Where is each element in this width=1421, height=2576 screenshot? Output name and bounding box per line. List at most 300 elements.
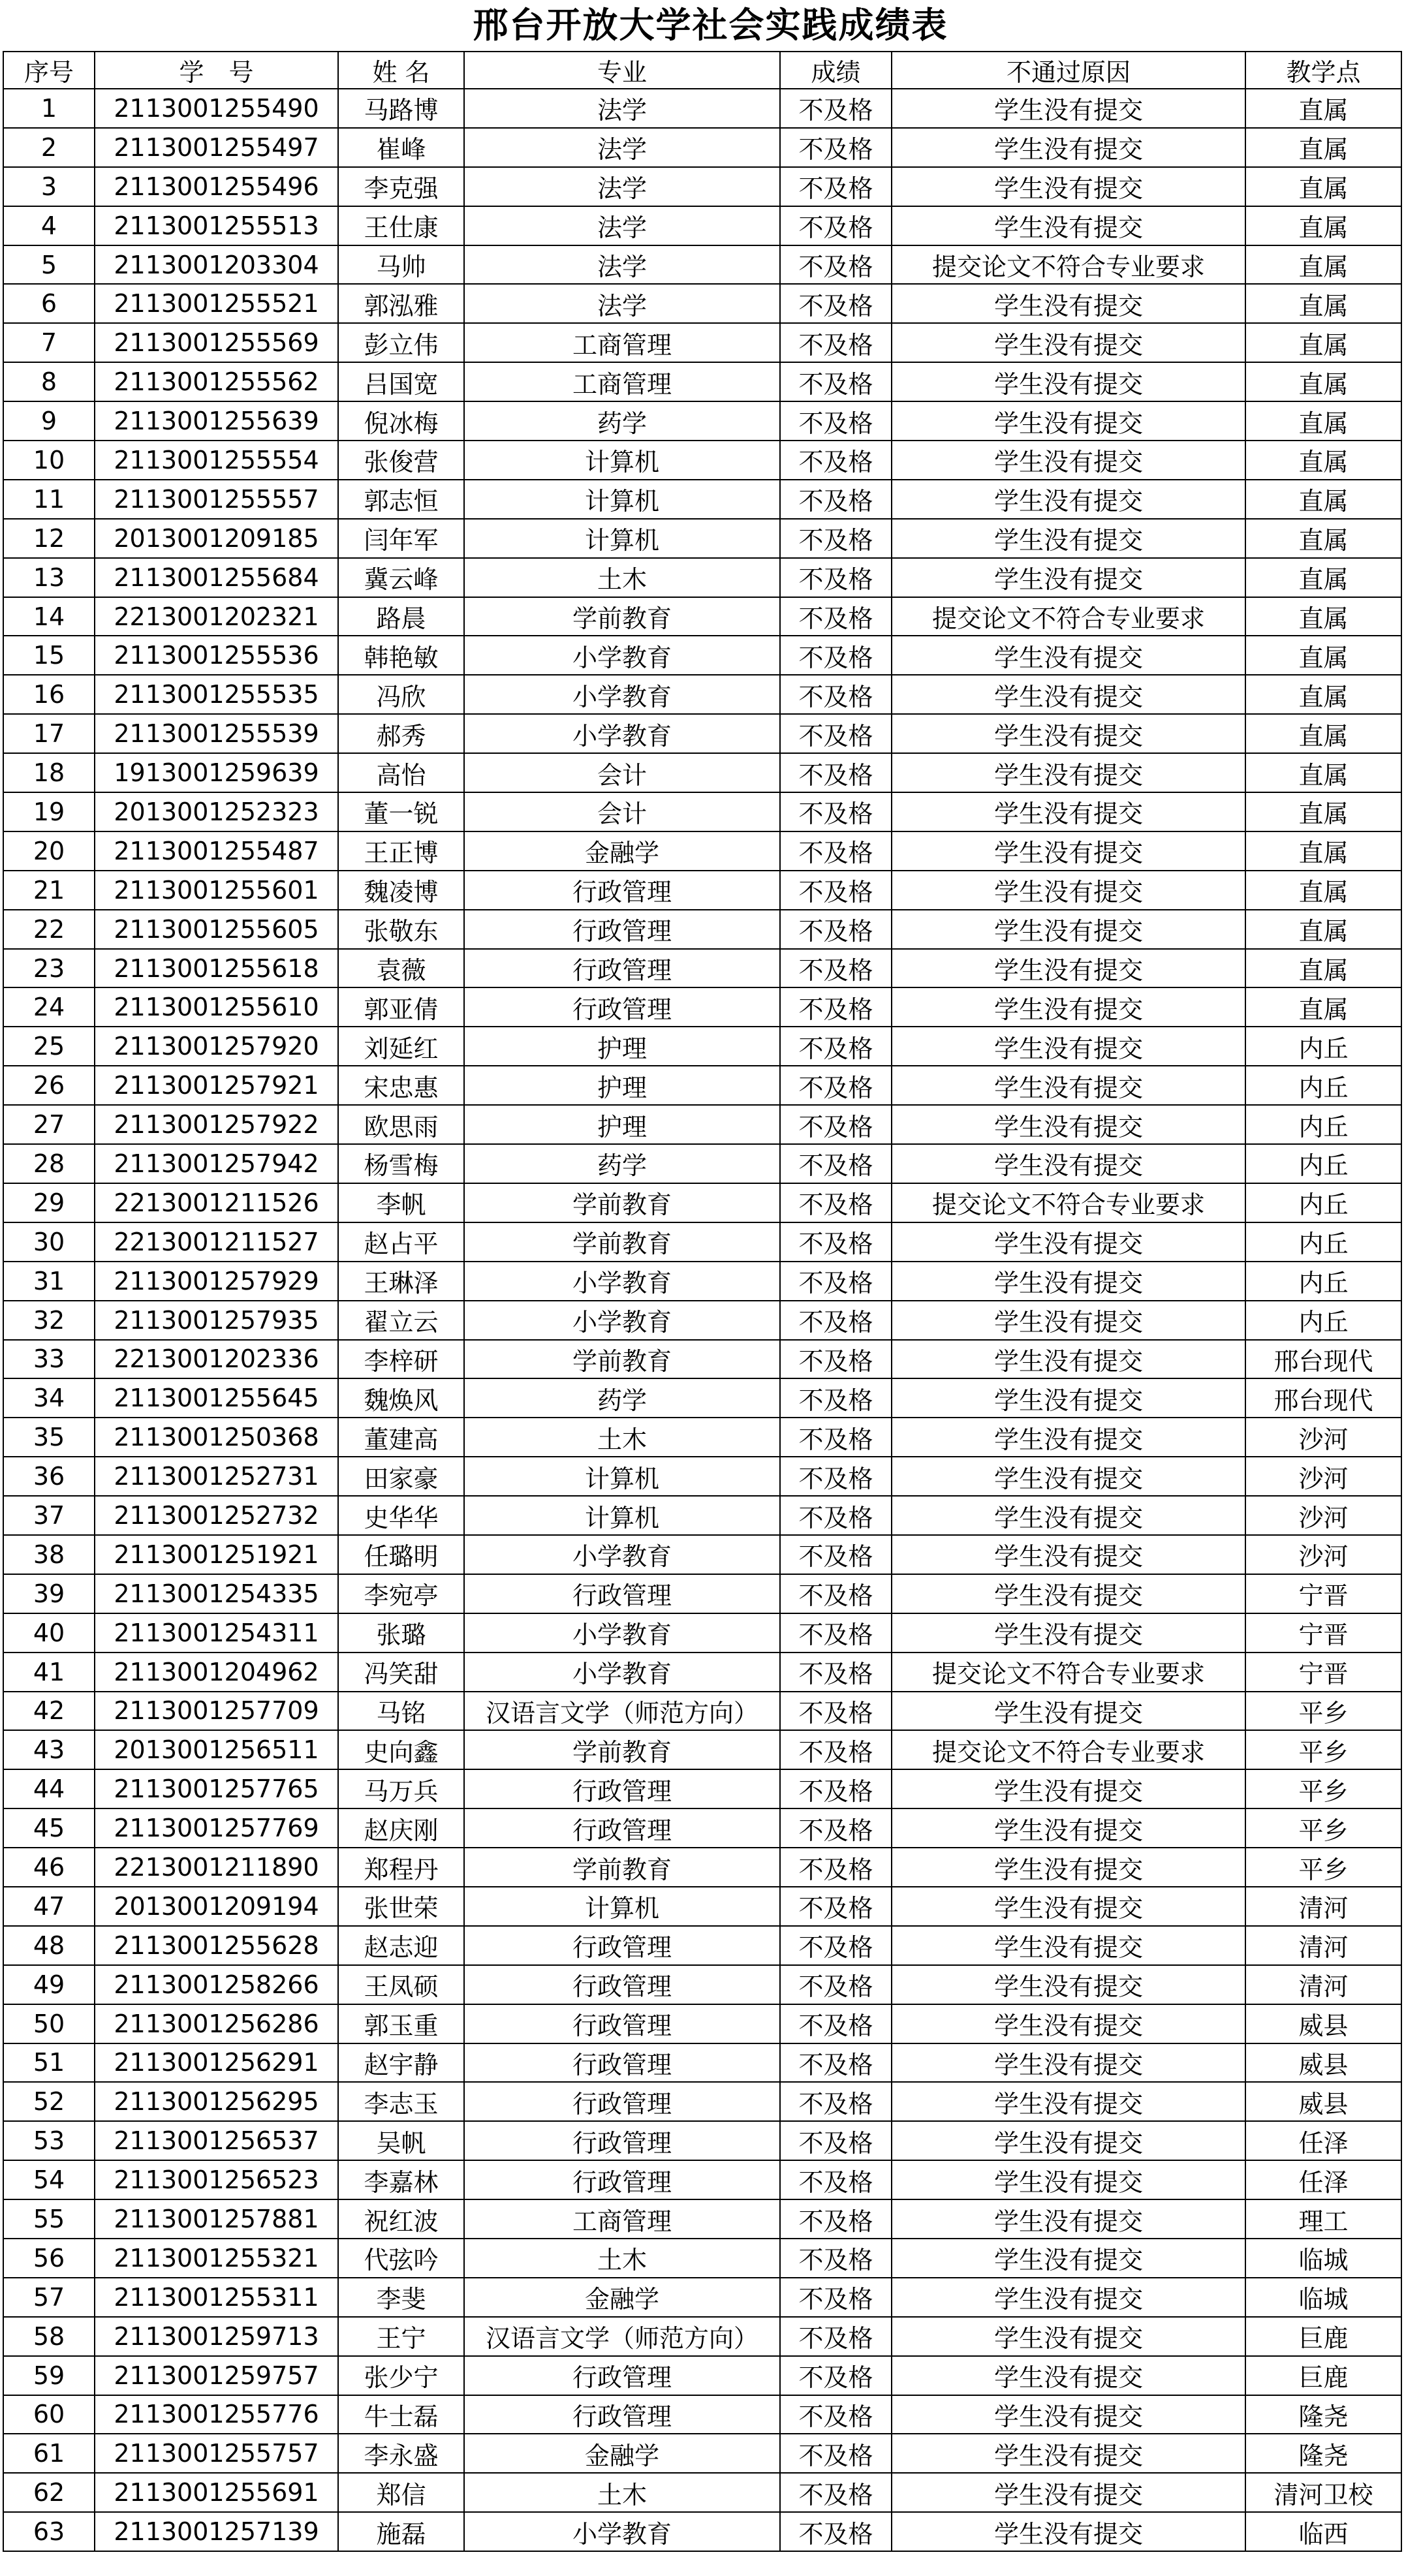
- cell-grade: 不及格: [780, 1653, 892, 1692]
- cell-fail-reason: 学生没有提交: [892, 949, 1245, 988]
- cell-fail-reason: 提交论文不符合专业要求: [892, 245, 1245, 285]
- cell-major: 行政管理: [464, 2395, 780, 2434]
- cell-teaching-site: 巨鹿: [1245, 2356, 1401, 2395]
- header-fail-reason: 不通过原因: [892, 52, 1245, 89]
- cell-student-id: 2113001254311: [95, 1613, 338, 1653]
- table-row: [3, 2239, 1401, 2278]
- cell-major: 学前教育: [464, 1340, 780, 1379]
- cell-name: 董建高: [338, 1418, 464, 1457]
- cell-teaching-site: 沙河: [1245, 1535, 1401, 1574]
- cell-major: 学前教育: [464, 1222, 780, 1262]
- table-row: [3, 2121, 1401, 2160]
- cell-student-id: 2113001250368: [95, 1418, 338, 1457]
- cell-seq: 13: [3, 558, 95, 597]
- header-seq: 序号: [3, 52, 95, 89]
- table-row: [3, 1183, 1401, 1222]
- table-row: [3, 871, 1401, 910]
- cell-student-id: 2113001259757: [95, 2356, 338, 2395]
- cell-teaching-site: 内丘: [1245, 1066, 1401, 1105]
- table-row: [3, 1887, 1401, 1926]
- cell-seq: 58: [3, 2317, 95, 2356]
- cell-seq: 9: [3, 401, 95, 441]
- cell-student-id: 2113001257769: [95, 1808, 338, 1848]
- cell-fail-reason: 学生没有提交: [892, 1378, 1245, 1418]
- table-row: [3, 987, 1401, 1027]
- cell-major: 计算机: [464, 1887, 780, 1926]
- cell-major: 行政管理: [464, 2160, 780, 2199]
- cell-grade: 不及格: [780, 2278, 892, 2317]
- cell-grade: 不及格: [780, 949, 892, 988]
- cell-student-id: 2113001255539: [95, 714, 338, 753]
- table-row: [3, 2356, 1401, 2395]
- cell-teaching-site: 威县: [1245, 2004, 1401, 2043]
- cell-fail-reason: 学生没有提交: [892, 128, 1245, 167]
- cell-teaching-site: 清河: [1245, 1926, 1401, 1965]
- cell-seq: 7: [3, 323, 95, 362]
- cell-student-id: 1913001259639: [95, 753, 338, 792]
- table-row: [3, 1418, 1401, 1457]
- cell-name: 李志玉: [338, 2082, 464, 2121]
- cell-grade: 不及格: [780, 1926, 892, 1965]
- cell-teaching-site: 平乡: [1245, 1730, 1401, 1769]
- cell-student-id: 2113001255684: [95, 558, 338, 597]
- cell-major: 土木: [464, 2239, 780, 2278]
- cell-teaching-site: 直属: [1245, 792, 1401, 831]
- table-row: [3, 1027, 1401, 1066]
- cell-seq: 59: [3, 2356, 95, 2395]
- cell-grade: 不及格: [780, 480, 892, 519]
- table-row: [3, 2395, 1401, 2434]
- cell-seq: 26: [3, 1066, 95, 1105]
- cell-name: 牛士磊: [338, 2395, 464, 2434]
- cell-teaching-site: 直属: [1245, 910, 1401, 949]
- cell-fail-reason: 学生没有提交: [892, 1769, 1245, 1808]
- cell-name: 史华华: [338, 1496, 464, 1535]
- cell-major: 土木: [464, 2473, 780, 2512]
- cell-seq: 24: [3, 987, 95, 1027]
- cell-fail-reason: 学生没有提交: [892, 89, 1245, 128]
- cell-name: 崔峰: [338, 128, 464, 167]
- cell-teaching-site: 直属: [1245, 636, 1401, 675]
- cell-name: 张俊营: [338, 441, 464, 480]
- cell-student-id: 2113001255311: [95, 2278, 338, 2317]
- cell-teaching-site: 邢台现代: [1245, 1378, 1401, 1418]
- cell-seq: 8: [3, 362, 95, 401]
- cell-teaching-site: 隆尧: [1245, 2395, 1401, 2434]
- cell-grade: 不及格: [780, 2512, 892, 2551]
- cell-fail-reason: 学生没有提交: [892, 2395, 1245, 2434]
- cell-student-id: 2113001255535: [95, 675, 338, 714]
- table-row: [3, 1808, 1401, 1848]
- cell-major: 行政管理: [464, 2004, 780, 2043]
- cell-seq: 27: [3, 1105, 95, 1144]
- cell-fail-reason: 学生没有提交: [892, 1301, 1245, 1340]
- cell-grade: 不及格: [780, 1222, 892, 1262]
- table-row: [3, 167, 1401, 206]
- cell-fail-reason: 学生没有提交: [892, 987, 1245, 1027]
- cell-major: 金融学: [464, 2278, 780, 2317]
- cell-name: 欧思雨: [338, 1105, 464, 1144]
- cell-fail-reason: 学生没有提交: [892, 1692, 1245, 1731]
- table-row: [3, 2434, 1401, 2473]
- cell-name: 李帆: [338, 1183, 464, 1222]
- page-title: 邢台开放大学社会实践成绩表: [473, 5, 948, 46]
- cell-name: 吴帆: [338, 2121, 464, 2160]
- header-name: 姓 名: [338, 52, 464, 89]
- cell-major: 行政管理: [464, 910, 780, 949]
- table-row: [3, 2473, 1401, 2512]
- cell-fail-reason: 学生没有提交: [892, 871, 1245, 910]
- cell-major: 法学: [464, 206, 780, 245]
- cell-seq: 61: [3, 2434, 95, 2473]
- cell-fail-reason: 学生没有提交: [892, 1222, 1245, 1262]
- cell-seq: 40: [3, 1613, 95, 1653]
- cell-teaching-site: 直属: [1245, 987, 1401, 1027]
- cell-seq: 36: [3, 1457, 95, 1496]
- cell-major: 药学: [464, 1144, 780, 1183]
- table-row: [3, 636, 1401, 675]
- cell-fail-reason: 学生没有提交: [892, 1144, 1245, 1183]
- cell-student-id: 2213001202336: [95, 1340, 338, 1379]
- cell-teaching-site: 直属: [1245, 89, 1401, 128]
- cell-grade: 不及格: [780, 245, 892, 285]
- cell-student-id: 2213001211890: [95, 1848, 338, 1887]
- cell-student-id: 2113001204962: [95, 1653, 338, 1692]
- cell-grade: 不及格: [780, 597, 892, 636]
- cell-fail-reason: 学生没有提交: [892, 362, 1245, 401]
- table-row: [3, 1769, 1401, 1808]
- cell-name: 王仕康: [338, 206, 464, 245]
- cell-seq: 29: [3, 1183, 95, 1222]
- cell-name: 张少宁: [338, 2356, 464, 2395]
- cell-major: 护理: [464, 1027, 780, 1066]
- cell-student-id: 2113001257921: [95, 1066, 338, 1105]
- cell-teaching-site: 直属: [1245, 753, 1401, 792]
- cell-name: 李永盛: [338, 2434, 464, 2473]
- cell-grade: 不及格: [780, 2395, 892, 2434]
- table-row: [3, 284, 1401, 323]
- cell-name: 路晨: [338, 597, 464, 636]
- cell-major: 行政管理: [464, 1926, 780, 1965]
- cell-student-id: 2113001256537: [95, 2121, 338, 2160]
- cell-major: 行政管理: [464, 949, 780, 988]
- cell-teaching-site: 清河: [1245, 1965, 1401, 2004]
- cell-student-id: 2213001202321: [95, 597, 338, 636]
- cell-grade: 不及格: [780, 441, 892, 480]
- cell-grade: 不及格: [780, 1769, 892, 1808]
- cell-student-id: 2013001256511: [95, 1730, 338, 1769]
- cell-fail-reason: 学生没有提交: [892, 1808, 1245, 1848]
- cell-grade: 不及格: [780, 1183, 892, 1222]
- cell-teaching-site: 直属: [1245, 206, 1401, 245]
- cell-major: 行政管理: [464, 2082, 780, 2121]
- cell-student-id: 2113001255776: [95, 2395, 338, 2434]
- cell-teaching-site: 威县: [1245, 2082, 1401, 2121]
- cell-teaching-site: 直属: [1245, 362, 1401, 401]
- cell-fail-reason: 学生没有提交: [892, 1262, 1245, 1301]
- cell-student-id: 2113001258266: [95, 1965, 338, 2004]
- header-major: 专业: [464, 52, 780, 89]
- cell-seq: 51: [3, 2043, 95, 2083]
- cell-fail-reason: 学生没有提交: [892, 401, 1245, 441]
- cell-student-id: 2113001255513: [95, 206, 338, 245]
- cell-student-id: 2113001203304: [95, 245, 338, 285]
- header-grade: 成绩: [780, 52, 892, 89]
- table-row: [3, 480, 1401, 519]
- cell-student-id: 2113001252732: [95, 1496, 338, 1535]
- cell-teaching-site: 清河: [1245, 1887, 1401, 1926]
- cell-fail-reason: 学生没有提交: [892, 1496, 1245, 1535]
- cell-name: 闫年军: [338, 519, 464, 558]
- cell-name: 刘延红: [338, 1027, 464, 1066]
- cell-teaching-site: 宁晋: [1245, 1613, 1401, 1653]
- cell-seq: 46: [3, 1848, 95, 1887]
- cell-grade: 不及格: [780, 2082, 892, 2121]
- cell-teaching-site: 威县: [1245, 2043, 1401, 2083]
- cell-major: 金融学: [464, 831, 780, 871]
- cell-name: 赵志迎: [338, 1926, 464, 1965]
- cell-major: 行政管理: [464, 1769, 780, 1808]
- cell-student-id: 2113001257881: [95, 2199, 338, 2239]
- table-row: [3, 1692, 1401, 1731]
- table-row: [3, 558, 1401, 597]
- cell-student-id: 2113001259713: [95, 2317, 338, 2356]
- cell-grade: 不及格: [780, 1535, 892, 1574]
- table-row: [3, 1496, 1401, 1535]
- cell-teaching-site: 内丘: [1245, 1183, 1401, 1222]
- cell-student-id: 2113001256523: [95, 2160, 338, 2199]
- cell-name: 张敬东: [338, 910, 464, 949]
- table-row: [3, 1848, 1401, 1887]
- cell-teaching-site: 直属: [1245, 675, 1401, 714]
- cell-major: 小学教育: [464, 2512, 780, 2551]
- cell-seq: 41: [3, 1653, 95, 1692]
- cell-grade: 不及格: [780, 1262, 892, 1301]
- cell-student-id: 2113001257922: [95, 1105, 338, 1144]
- table-row: [3, 910, 1401, 949]
- cell-seq: 30: [3, 1222, 95, 1262]
- cell-grade: 不及格: [780, 89, 892, 128]
- cell-fail-reason: 学生没有提交: [892, 1613, 1245, 1653]
- cell-grade: 不及格: [780, 2473, 892, 2512]
- table-row: [3, 2160, 1401, 2199]
- cell-student-id: 2013001209185: [95, 519, 338, 558]
- cell-name: 赵占平: [338, 1222, 464, 1262]
- cell-fail-reason: 学生没有提交: [892, 1965, 1245, 2004]
- cell-fail-reason: 学生没有提交: [892, 1457, 1245, 1496]
- table-row: [3, 1262, 1401, 1301]
- cell-teaching-site: 理工: [1245, 2199, 1401, 2239]
- cell-grade: 不及格: [780, 558, 892, 597]
- table-row: [3, 1378, 1401, 1418]
- cell-student-id: 2113001255554: [95, 441, 338, 480]
- table-row: [3, 362, 1401, 401]
- cell-major: 汉语言文学（师范方向）: [464, 2317, 780, 2356]
- cell-student-id: 2113001257929: [95, 1262, 338, 1301]
- cell-grade: 不及格: [780, 1066, 892, 1105]
- cell-grade: 不及格: [780, 1613, 892, 1653]
- cell-seq: 60: [3, 2395, 95, 2434]
- cell-student-id: 2113001255691: [95, 2473, 338, 2512]
- table-row: [3, 831, 1401, 871]
- cell-fail-reason: 学生没有提交: [892, 1926, 1245, 1965]
- cell-student-id: 2013001252323: [95, 792, 338, 831]
- cell-teaching-site: 直属: [1245, 480, 1401, 519]
- cell-teaching-site: 平乡: [1245, 1808, 1401, 1848]
- table-body: [3, 89, 1401, 2551]
- cell-teaching-site: 宁晋: [1245, 1653, 1401, 1692]
- cell-name: 郭玉重: [338, 2004, 464, 2043]
- table-row: [3, 597, 1401, 636]
- cell-seq: 11: [3, 480, 95, 519]
- table-row: [3, 753, 1401, 792]
- cell-fail-reason: 学生没有提交: [892, 1887, 1245, 1926]
- cell-student-id: 2113001256295: [95, 2082, 338, 2121]
- cell-student-id: 2113001252731: [95, 1457, 338, 1496]
- cell-teaching-site: 邢台现代: [1245, 1340, 1401, 1379]
- cell-teaching-site: 直属: [1245, 597, 1401, 636]
- cell-seq: 52: [3, 2082, 95, 2121]
- cell-name: 冀云峰: [338, 558, 464, 597]
- cell-teaching-site: 内丘: [1245, 1144, 1401, 1183]
- cell-major: 金融学: [464, 2434, 780, 2473]
- cell-fail-reason: 学生没有提交: [892, 323, 1245, 362]
- cell-grade: 不及格: [780, 284, 892, 323]
- cell-seq: 39: [3, 1574, 95, 1613]
- cell-fail-reason: 学生没有提交: [892, 714, 1245, 753]
- cell-major: 学前教育: [464, 1848, 780, 1887]
- cell-major: 护理: [464, 1105, 780, 1144]
- cell-fail-reason: 学生没有提交: [892, 2512, 1245, 2551]
- cell-major: 学前教育: [464, 1183, 780, 1222]
- cell-teaching-site: 内丘: [1245, 1027, 1401, 1066]
- table-row: [3, 128, 1401, 167]
- header-row: [3, 52, 1401, 89]
- table-row: [3, 1965, 1401, 2004]
- table-row: [3, 1222, 1401, 1262]
- cell-student-id: 2113001255569: [95, 323, 338, 362]
- cell-major: 计算机: [464, 1457, 780, 1496]
- cell-name: 高怡: [338, 753, 464, 792]
- cell-seq: 22: [3, 910, 95, 949]
- cell-name: 韩艳敏: [338, 636, 464, 675]
- cell-name: 杨雪梅: [338, 1144, 464, 1183]
- cell-major: 行政管理: [464, 1808, 780, 1848]
- table-row: [3, 1340, 1401, 1379]
- cell-name: 冯笑甜: [338, 1653, 464, 1692]
- cell-teaching-site: 隆尧: [1245, 2434, 1401, 2473]
- cell-grade: 不及格: [780, 1105, 892, 1144]
- cell-name: 倪冰梅: [338, 401, 464, 441]
- cell-teaching-site: 平乡: [1245, 1692, 1401, 1731]
- cell-seq: 63: [3, 2512, 95, 2551]
- cell-fail-reason: 学生没有提交: [892, 636, 1245, 675]
- cell-name: 彭立伟: [338, 323, 464, 362]
- cell-seq: 48: [3, 1926, 95, 1965]
- cell-student-id: 2113001257920: [95, 1027, 338, 1066]
- cell-major: 小学教育: [464, 1535, 780, 1574]
- cell-fail-reason: 提交论文不符合专业要求: [892, 1183, 1245, 1222]
- cell-grade: 不及格: [780, 167, 892, 206]
- cell-grade: 不及格: [780, 987, 892, 1027]
- cell-student-id: 2113001257942: [95, 1144, 338, 1183]
- cell-seq: 34: [3, 1378, 95, 1418]
- cell-teaching-site: 直属: [1245, 831, 1401, 871]
- table-row: [3, 1144, 1401, 1183]
- cell-grade: 不及格: [780, 636, 892, 675]
- cell-teaching-site: 内丘: [1245, 1105, 1401, 1144]
- cell-seq: 49: [3, 1965, 95, 2004]
- cell-fail-reason: 学生没有提交: [892, 1418, 1245, 1457]
- cell-name: 史向鑫: [338, 1730, 464, 1769]
- cell-name: 魏焕风: [338, 1378, 464, 1418]
- cell-grade: 不及格: [780, 2239, 892, 2278]
- cell-teaching-site: 直属: [1245, 558, 1401, 597]
- cell-teaching-site: 直属: [1245, 401, 1401, 441]
- cell-seq: 2: [3, 128, 95, 167]
- cell-seq: 33: [3, 1340, 95, 1379]
- cell-major: 小学教育: [464, 675, 780, 714]
- cell-name: 任璐明: [338, 1535, 464, 1574]
- cell-student-id: 2113001255497: [95, 128, 338, 167]
- table-row: [3, 1926, 1401, 1965]
- table-row: [3, 2082, 1401, 2121]
- table-row: [3, 323, 1401, 362]
- cell-major: 行政管理: [464, 1965, 780, 2004]
- cell-name: 李克强: [338, 167, 464, 206]
- cell-student-id: 2113001256286: [95, 2004, 338, 2043]
- cell-name: 赵庆刚: [338, 1808, 464, 1848]
- cell-fail-reason: 学生没有提交: [892, 2278, 1245, 2317]
- cell-fail-reason: 学生没有提交: [892, 2199, 1245, 2239]
- cell-grade: 不及格: [780, 2121, 892, 2160]
- cell-name: 王琳泽: [338, 1262, 464, 1301]
- cell-major: 计算机: [464, 480, 780, 519]
- cell-name: 马帅: [338, 245, 464, 285]
- table-row: [3, 2317, 1401, 2356]
- cell-seq: 57: [3, 2278, 95, 2317]
- cell-grade: 不及格: [780, 2199, 892, 2239]
- cell-teaching-site: 临城: [1245, 2278, 1401, 2317]
- table-row: [3, 2004, 1401, 2043]
- cell-seq: 5: [3, 245, 95, 285]
- cell-name: 张璐: [338, 1613, 464, 1653]
- table-row: [3, 2199, 1401, 2239]
- cell-teaching-site: 内丘: [1245, 1301, 1401, 1340]
- cell-grade: 不及格: [780, 753, 892, 792]
- cell-major: 汉语言文学（师范方向）: [464, 1692, 780, 1731]
- cell-name: 马万兵: [338, 1769, 464, 1808]
- header-teaching-site: 教学点: [1245, 52, 1401, 89]
- cell-teaching-site: 直属: [1245, 323, 1401, 362]
- cell-major: 行政管理: [464, 987, 780, 1027]
- cell-teaching-site: 直属: [1245, 871, 1401, 910]
- cell-name: 翟立云: [338, 1301, 464, 1340]
- cell-grade: 不及格: [780, 2356, 892, 2395]
- cell-fail-reason: 学生没有提交: [892, 2004, 1245, 2043]
- cell-grade: 不及格: [780, 675, 892, 714]
- cell-seq: 12: [3, 519, 95, 558]
- cell-name: 李梓研: [338, 1340, 464, 1379]
- cell-major: 行政管理: [464, 2121, 780, 2160]
- cell-grade: 不及格: [780, 1457, 892, 1496]
- cell-name: 王凤硕: [338, 1965, 464, 2004]
- cell-grade: 不及格: [780, 1808, 892, 1848]
- table-row: [3, 1535, 1401, 1574]
- cell-teaching-site: 平乡: [1245, 1848, 1401, 1887]
- cell-grade: 不及格: [780, 362, 892, 401]
- cell-name: 赵宇静: [338, 2043, 464, 2083]
